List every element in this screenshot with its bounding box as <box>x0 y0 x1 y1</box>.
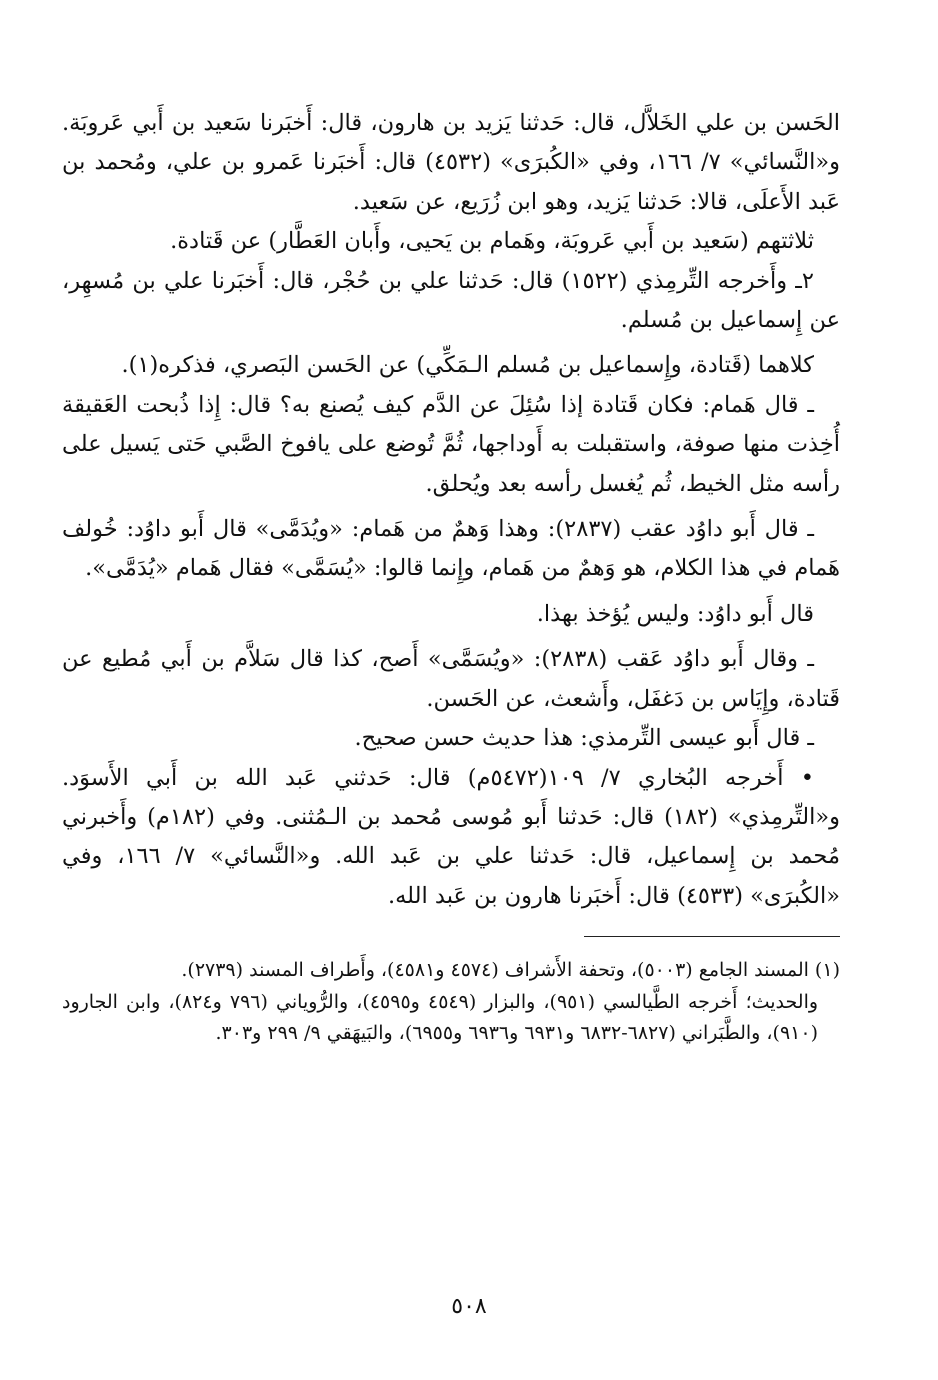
footnote-1-continued: والحديث؛ أَخرجه الطَّيالسي (٩٥١)، والبزار (٤٥٤٩ و٤٥٩٥)، والرُّوياني (٧٩٦ و٨٢٤)، وابن الجارود (٩١٠)، والطَّبَراني (٦٨٢٧-٦٨٣٢ و٦٩٣١ و٦٩٣٦ و٦٩٥٥)، والبَيهَقي ٩/ ٢٩٩ و٣٠٣. <box>62 990 819 1045</box>
main-text <box>62 104 840 916</box>
paragraph-6: ـ قال أَبو داوُد عقب (٢٨٣٧): وهذا وَهمٌ من هَمام: «ويُدَمَّى» قال أَبو داوُد: خُولف هَمام في هذا الكلام، هو وَهمٌ من هَمام، وإِنما قالوا: «يُسَمَّى» فقال هَمام «يُدَمَّى». <box>62 516 840 582</box>
paragraph-8: ـ وقال أَبو داوُد عَقب (٢٨٣٨): «ويُسَمَّى» أَصح، كذا قال سَلاَّم بن أَبي مُطيع عن قَتادة، وإِيَاس بن دَغفَل، وأَشعث، عن الحَسن. <box>62 646 840 712</box>
paragraph-10: • أَخرجه البُخاري ٧/ ١٠٩(٥٤٧٢م) قال: حَدثني عَبد الله بن أَبي الأَسوَد. و«التِّرمِذي» (١٨٢) قال: حَدثنا أَبو مُوسى مُحمد بن الـمُثنى. وفي (١٨٢م) وأَخبرني مُحمد بن إِسماعيل، قال: حَدثنا علي بن عَبد الله. و«النَّسائي» ٧/ ١٦٦، وفي «الكُبرَى» (٤٥٣٣) قال: أَخبَرنا هارون بن عَبد الله. <box>62 764 840 909</box>
paragraph-2: ثلاثتهم (سَعيد بن أَبي عَروبَة، وهَمام بن يَحيى، وأَبان العَطَّار) عن قَتادة. <box>170 228 814 255</box>
page-body <box>62 104 840 1050</box>
footnote-divider-row <box>62 916 840 937</box>
footnotes <box>62 955 840 1050</box>
paragraph-9: ـ قال أَبو عيسى التِّرمذي: هذا حديث حسن صحيح. <box>354 725 814 752</box>
page-number: ٥٠٨ <box>451 1294 487 1319</box>
footnote-divider <box>584 936 840 937</box>
footnote-1: (١) المسند الجامع (٥٠٠٣)، وتحفة الأَشراف (٤٥٧٤ و٤٥٨١)، وأَطراف المسند (٢٧٣٩). <box>181 959 840 982</box>
paragraph-7: قال أَبو داوُد: وليس يُؤخذ بهذا. <box>536 600 814 627</box>
paragraph-4: كلاهما (قَتادة، وإِسماعيل بن مُسلم الـمَكِّي) عن الحَسن البَصري، فذكره(١). <box>121 352 814 379</box>
paragraph-1: الحَسن بن علي الخَلاَّل، قال: حَدثنا يَزيد بن هارون، قال: أَخبَرنا سَعيد بن أَبي عَروبَة. و«النَّسائي» ٧/ ١٦٦، وفي «الكُبرَى» (٤٥٣٢) قال: أَخبَرنا عَمرو بن علي، ومُحمد بن عَبد الأَعلَى، قالا: حَدثنا يَزيد، وهو ابن زُرَيع، عن سَعيد. <box>62 110 840 215</box>
paragraph-3: ٢ـ وأَخرجه التِّرمِذي (١٥٢٢) قال: حَدثنا علي بن حُجْر، قال: أَخبَرنا علي بن مُسهِر، عن إِسماعيل بن مُسلم. <box>62 267 840 334</box>
paragraph-5: ـ قال هَمام: فكان قَتادة إذا سُئِلَ عن الدَّم كيف يُصنع به؟ قال: إِذا ذُبحت العَقيقة أُخِذت منها صوفة، واستقبلت به أَوداجها، ثُمَّ تُوضع على يافوخ الصَّبي حَتى يَسيل على رأسه مثل الخيط، ثُم يُغسل رأسه بعد ويُحلق. <box>62 391 840 497</box>
